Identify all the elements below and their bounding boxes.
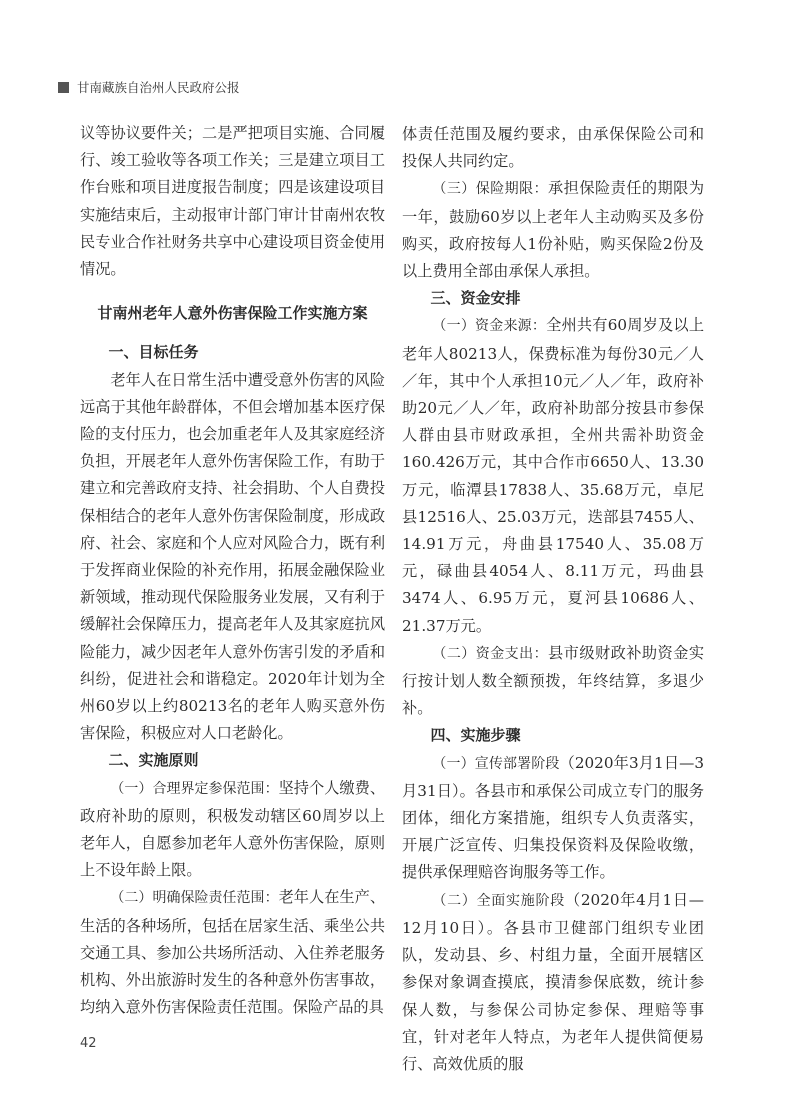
clause-label: （二）明确保险责任范围：	[110, 890, 279, 907]
section-heading: 四、实施步骤	[430, 726, 521, 745]
paragraph: 体责任范围及履约要求，由承保保险公司和投保人共同约定。	[402, 125, 704, 171]
header-square-icon	[58, 82, 69, 93]
clause-label: （二）全面实施阶段	[432, 892, 565, 909]
clause-label: （一）资金来源：	[432, 318, 547, 335]
paragraph	[402, 640, 704, 723]
right-column	[402, 121, 704, 1078]
paragraph	[402, 312, 704, 639]
clause-text: 县市级财政补助资金实行按计划人数全额预拨，年终结算，多退少补。	[402, 643, 705, 718]
paragraph	[402, 750, 704, 887]
page-number: 42	[80, 1036, 97, 1051]
header-title: 甘南藏族自治州人民政府公报	[77, 80, 240, 95]
clause-label: （一）合理界定参保范围：	[110, 780, 279, 797]
paragraph: 议等协议要件关；二是严把项目实施、合同履行、竣工验收等各项工作关；三是建立项目工作台账和项目进度报告制度；四是该建设项目实施结束后，主动报审计部门审计甘南州农牧民专业合作社财务共享中心建设项目资金使用情况。	[80, 124, 385, 279]
paragraph	[402, 175, 704, 285]
section-heading: 二、实施原则	[108, 751, 199, 770]
clause-label: （三）保险期限：	[432, 181, 549, 198]
left-column	[80, 120, 385, 1022]
clause-text: 承担保险责任的期限为一年，鼓励60岁以上老年人主动购买及多份购买，政府按每人1份补贴，购买保险2份及以上费用全部由承保人承担。	[402, 179, 705, 281]
paragraph: 老年人在日常生活中遭受意外伤害的风险远高于其他年龄群体，不但会增加基本医疗保险的支付压力，也会加重老年人及其家庭经济负担，开展老年人意外伤害保险工作，有助于建立和完善政府支持、社会捐助、个人自费投保相结合的老年人意外伤害保险制度，形成政府、社会、家庭和个人应对风险合力，既有利于发挥商业保险的补充作用，拓展金融保险业新领域，推动现代保险服务业发展，又有利于缓解社会保障压力，提高老年人及其家庭抗风险能力，减少因老年人意外伤害引发的矛盾和纠纷，促进社会和谐稳定。2020年计划为全州60岁以上约80213名的老年人购买意外伤害保险，积极应对人口老龄化。	[80, 370, 385, 743]
document-title: 甘南州老年人意外伤害保险工作实施方案	[97, 304, 368, 323]
paragraph	[80, 775, 385, 885]
clause-label: （二）资金支出：	[432, 645, 549, 662]
page-header	[58, 78, 240, 96]
clause-text: 坚持个人缴费、政府补助的原则，积极发动辖区60周岁以上老年人，自愿参加老年人意外伤害保险，原则上不设年龄上限。	[80, 778, 386, 880]
paragraph	[80, 884, 385, 1021]
section-heading: 一、目标任务	[108, 343, 199, 362]
clause-label: （一）宣传部署阶段	[432, 755, 560, 772]
clause-text: （2020年4月1日—12月10日）。各县市卫健部门组织专业团队，发动县、乡、村组力量，全面开展辖区参保对象调查摸底，摸清参保底数，统计参保人数，与参保公司协定参保、理赔等事宜，针对老年人特点，为老年人提供简便易行、高效优质的服	[402, 890, 704, 1073]
paragraph	[402, 887, 704, 1078]
clause-text: 老年人在生产、生活的各种场所，包括在居家生活、乘坐公共交通工具、参加公共场所活动、入住养老服务机构、外出旅游时发生的各种意外伤害事故，均纳入意外伤害保险责任范围。保险产品的具	[80, 888, 386, 1017]
section-heading: 三、资金安排	[430, 289, 521, 308]
clause-text: 全州共有60周岁及以上老年人80213人，保费标准为每份30元／人／年，其中个人承担10元／人／年，政府补助20元／人／年，政府补助部分按县市参保人群由县市财政承担，全州共需补助资金160.426万元，其中合作市6650人、13.30万元，临潭县17838人、35.68万元，卓尼县12516人、25.03万元，迭部县7455人、14.91万元，舟曲县17540人、35.08万元，碌曲县4054人、8.11万元，玛曲县3474人、6.95万元，夏河县10686人、21.37万元。	[402, 316, 705, 635]
clause-text: （2020年3月1日—3月31日）。各县市和承保公司成立专门的服务团体，细化方案措施，组织专人负责落实，开展广泛宣传、归集投保资料及保险收缴，提供承保理赔咨询服务等工作。	[402, 753, 705, 882]
